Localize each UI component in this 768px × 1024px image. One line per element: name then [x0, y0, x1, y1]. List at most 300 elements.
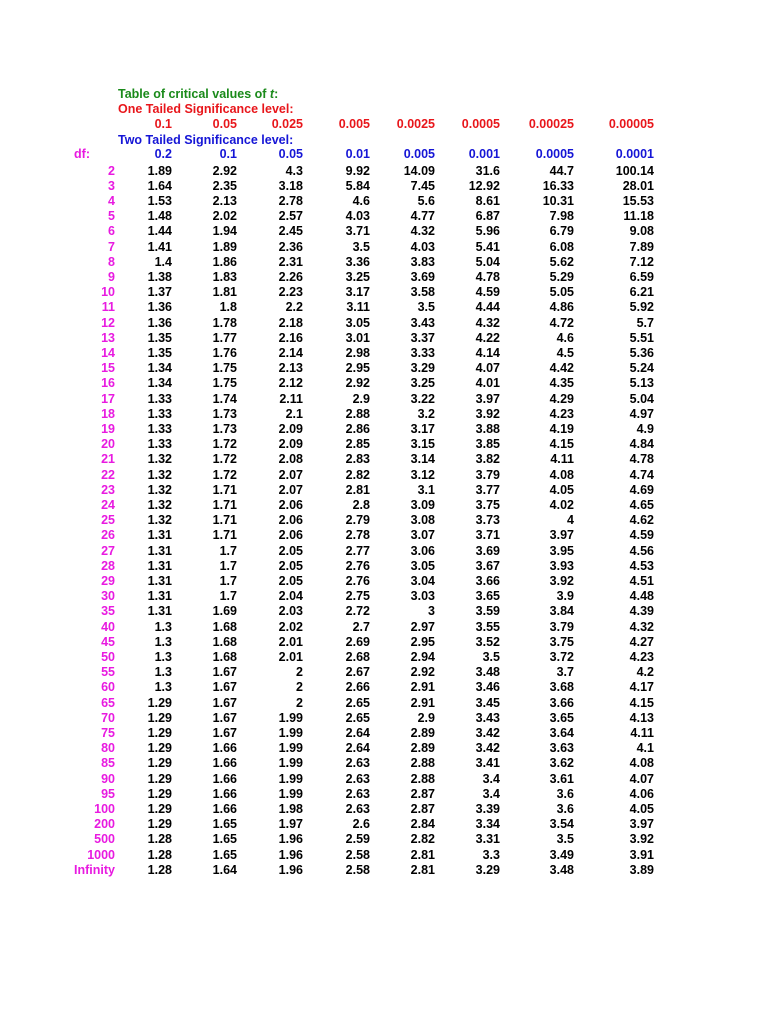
- critical-value-cell: 2.7: [352, 619, 370, 634]
- df-value: 80: [101, 741, 115, 756]
- critical-value-cell: 28.01: [622, 178, 654, 193]
- critical-value-cell: 4.35: [549, 376, 574, 391]
- critical-value-cell: 3.64: [549, 725, 574, 740]
- critical-value-cell: 1.66: [212, 786, 237, 801]
- df-value: 29: [101, 573, 115, 588]
- critical-value-cell: 3.85: [475, 437, 500, 452]
- critical-value-cell: 1.31: [147, 558, 172, 573]
- critical-value-cell: 3.43: [410, 315, 435, 330]
- critical-value-cell: 3.09: [410, 497, 435, 512]
- critical-value-cell: 1.76: [212, 345, 237, 360]
- critical-value-cell: 2.08: [278, 452, 303, 467]
- critical-value-cell: 5.7: [636, 315, 654, 330]
- critical-value-cell: 1.3: [154, 634, 172, 649]
- critical-value-cell: 2.45: [278, 224, 303, 239]
- critical-value-cell: 1.99: [278, 741, 303, 756]
- critical-value-cell: 1.74: [212, 391, 237, 406]
- critical-value-cell: 3.5: [352, 239, 370, 254]
- critical-value-cell: 5.92: [629, 300, 654, 315]
- table-row: [0, 574, 768, 589]
- critical-value-cell: 1.3: [154, 619, 172, 634]
- critical-value-cell: 4.1: [636, 741, 654, 756]
- critical-value-cell: 4.17: [629, 680, 654, 695]
- critical-value-cell: 2.92: [410, 665, 435, 680]
- critical-value-cell: 3.05: [345, 315, 370, 330]
- critical-value-cell: 2.78: [345, 528, 370, 543]
- critical-value-cell: 2.87: [410, 786, 435, 801]
- critical-value-cell: 1.41: [147, 239, 172, 254]
- two-tailed-level: 0.05: [278, 147, 303, 161]
- critical-value-cell: 3.75: [475, 497, 500, 512]
- one-tailed-levels-row: [0, 117, 768, 132]
- critical-value-cell: 6.87: [475, 209, 500, 224]
- critical-value-cell: 3.49: [549, 847, 574, 862]
- critical-value-cell: 1.8: [219, 300, 237, 315]
- df-value: 24: [101, 497, 115, 512]
- table-row: [0, 376, 768, 391]
- critical-value-cell: 1.89: [212, 239, 237, 254]
- critical-value-cell: 1.29: [147, 786, 172, 801]
- df-value: 13: [101, 330, 115, 345]
- critical-value-cell: 2.76: [345, 558, 370, 573]
- critical-value-cell: 2.72: [345, 604, 370, 619]
- critical-value-cell: 3.07: [410, 528, 435, 543]
- critical-value-cell: 2.65: [345, 695, 370, 710]
- critical-value-cell: 4.2: [636, 665, 654, 680]
- critical-value-cell: 1.3: [154, 649, 172, 664]
- critical-value-cell: 2.07: [278, 467, 303, 482]
- critical-value-cell: 5.36: [629, 345, 654, 360]
- critical-value-cell: 6.08: [549, 239, 574, 254]
- critical-value-cell: 2.69: [345, 634, 370, 649]
- df-value: 40: [101, 619, 115, 634]
- critical-value-cell: 3.46: [475, 680, 500, 695]
- critical-value-cell: 3.01: [345, 330, 370, 345]
- critical-value-cell: 2.13: [212, 193, 237, 208]
- table-row: [0, 544, 768, 559]
- table-row: [0, 802, 768, 817]
- critical-value-cell: 1.28: [147, 862, 172, 877]
- df-value: 95: [101, 786, 115, 801]
- critical-value-cell: 1.67: [212, 665, 237, 680]
- critical-value-cell: 3.18: [278, 178, 303, 193]
- critical-value-cell: 3.92: [549, 573, 574, 588]
- df-value: 1000: [87, 847, 115, 862]
- critical-value-cell: 2.65: [345, 710, 370, 725]
- table-row: [0, 513, 768, 528]
- critical-value-cell: 1.65: [212, 847, 237, 862]
- critical-value-cell: 1.66: [212, 756, 237, 771]
- df-value: 10: [101, 285, 115, 300]
- critical-value-cell: 3.25: [345, 269, 370, 284]
- critical-value-cell: 1.65: [212, 832, 237, 847]
- critical-value-cell: 2.06: [278, 497, 303, 512]
- critical-value-cell: 6.59: [629, 269, 654, 284]
- critical-value-cell: 1.36: [147, 300, 172, 315]
- critical-value-cell: 1.65: [212, 817, 237, 832]
- table-row: [0, 696, 768, 711]
- critical-value-cell: 3.72: [549, 649, 574, 664]
- critical-value-cell: 3.79: [549, 619, 574, 634]
- table-row: [0, 270, 768, 285]
- table-row: [0, 361, 768, 376]
- critical-value-cell: 1.72: [212, 452, 237, 467]
- critical-value-cell: 2: [296, 665, 303, 680]
- critical-value-cell: 3.71: [345, 224, 370, 239]
- critical-value-cell: 16.33: [542, 178, 574, 193]
- df-value: 60: [101, 680, 115, 695]
- critical-value-cell: 3.42: [475, 741, 500, 756]
- critical-value-cell: 1.68: [212, 634, 237, 649]
- critical-value-cell: 3.25: [410, 376, 435, 391]
- critical-value-cell: 4.06: [629, 786, 654, 801]
- critical-value-cell: 2.01: [278, 634, 303, 649]
- critical-value-cell: 3.73: [475, 513, 500, 528]
- df-value: 9: [108, 269, 115, 284]
- table-row: [0, 407, 768, 422]
- critical-value-cell: 1.29: [147, 756, 172, 771]
- df-value: 55: [101, 665, 115, 680]
- critical-value-cell: 3.43: [475, 710, 500, 725]
- table-row: [0, 316, 768, 331]
- critical-value-cell: 3.55: [475, 619, 500, 634]
- critical-value-cell: 1.71: [212, 528, 237, 543]
- critical-value-cell: 1.32: [147, 467, 172, 482]
- df-value: 8: [108, 254, 115, 269]
- critical-value-cell: 4.69: [629, 482, 654, 497]
- critical-value-cell: 1.73: [212, 406, 237, 421]
- critical-value-cell: 15.53: [622, 193, 654, 208]
- table-row: [0, 772, 768, 787]
- critical-value-cell: 2.76: [345, 573, 370, 588]
- table-row: [0, 498, 768, 513]
- critical-value-cell: 4.9: [636, 421, 654, 436]
- critical-value-cell: 4.02: [549, 497, 574, 512]
- table-row: [0, 346, 768, 361]
- critical-value-cell: 3.08: [410, 513, 435, 528]
- critical-value-cell: 1.64: [212, 862, 237, 877]
- critical-value-cell: 4.07: [475, 361, 500, 376]
- table-row: [0, 164, 768, 179]
- critical-value-cell: 1.44: [147, 224, 172, 239]
- critical-value-cell: 4.23: [549, 406, 574, 421]
- critical-value-cell: 1.67: [212, 680, 237, 695]
- critical-value-cell: 1.99: [278, 725, 303, 740]
- critical-value-cell: 2.87: [410, 801, 435, 816]
- critical-value-cell: 1.29: [147, 771, 172, 786]
- critical-value-cell: 14.09: [403, 163, 435, 178]
- critical-value-cell: 1.3: [154, 680, 172, 695]
- critical-value-cell: 4.05: [549, 482, 574, 497]
- critical-value-cell: 3.17: [345, 285, 370, 300]
- critical-value-cell: 3.68: [549, 680, 574, 695]
- df-value: 500: [94, 832, 115, 847]
- critical-value-cell: 3.9: [556, 589, 574, 604]
- critical-value-cell: 1.86: [212, 254, 237, 269]
- df-value: 21: [101, 452, 115, 467]
- df-value: 5: [108, 209, 115, 224]
- critical-value-cell: 3.33: [410, 345, 435, 360]
- table-row: [0, 194, 768, 209]
- critical-value-cell: 1.7: [219, 573, 237, 588]
- critical-value-cell: 3: [428, 604, 435, 619]
- critical-value-cell: 1.64: [147, 178, 172, 193]
- critical-value-cell: 3.97: [629, 817, 654, 832]
- critical-value-cell: 1.33: [147, 437, 172, 452]
- critical-value-cell: 100.14: [615, 163, 654, 178]
- table-row: [0, 452, 768, 467]
- table-row: [0, 437, 768, 452]
- critical-value-cell: 3.69: [475, 543, 500, 558]
- df-value: 35: [101, 604, 115, 619]
- critical-value-cell: 4.05: [629, 801, 654, 816]
- critical-value-cell: 3.05: [410, 558, 435, 573]
- two-tailed-level: 0.005: [403, 147, 435, 161]
- two-tailed-levels-row: [0, 147, 768, 162]
- critical-value-cell: 3.15: [410, 437, 435, 452]
- df-value: 14: [101, 345, 115, 360]
- critical-value-cell: 3.58: [410, 285, 435, 300]
- critical-value-cell: 2.59: [345, 832, 370, 847]
- critical-value-cell: 4.32: [410, 224, 435, 239]
- critical-value-cell: 1.29: [147, 801, 172, 816]
- critical-value-cell: 1.34: [147, 376, 172, 391]
- critical-value-cell: 4.3: [285, 163, 303, 178]
- critical-value-cell: 2.06: [278, 513, 303, 528]
- critical-value-cell: 1.31: [147, 589, 172, 604]
- critical-value-cell: 2.14: [278, 345, 303, 360]
- critical-value-cell: 3.3: [482, 847, 500, 862]
- critical-value-cell: 3.75: [549, 634, 574, 649]
- critical-value-cell: 3.88: [475, 421, 500, 436]
- critical-value-cell: 2.94: [410, 649, 435, 664]
- critical-value-cell: 3.93: [549, 558, 574, 573]
- df-value: 45: [101, 634, 115, 649]
- critical-value-cell: 2.05: [278, 558, 303, 573]
- table-row: [0, 635, 768, 650]
- critical-value-cell: 1.99: [278, 771, 303, 786]
- table-row: [0, 848, 768, 863]
- two-tailed-level: 0.0005: [535, 147, 574, 161]
- critical-value-cell: 5.51: [629, 330, 654, 345]
- df-value: 23: [101, 482, 115, 497]
- critical-value-cell: 3.62: [549, 756, 574, 771]
- critical-value-cell: 9.92: [345, 163, 370, 178]
- critical-value-cell: 2.02: [278, 619, 303, 634]
- critical-value-cell: 4.6: [352, 193, 370, 208]
- critical-value-cell: 3.29: [475, 862, 500, 877]
- critical-value-cell: 3.95: [549, 543, 574, 558]
- critical-value-cell: 4.56: [629, 543, 654, 558]
- critical-value-cell: 3.4: [482, 786, 500, 801]
- df-value: 65: [101, 695, 115, 710]
- critical-value-cell: 2.98: [345, 345, 370, 360]
- critical-value-cell: 4.65: [629, 497, 654, 512]
- df-value: 11: [101, 300, 115, 315]
- critical-value-cell: 3.17: [410, 421, 435, 436]
- critical-value-cell: 4.13: [629, 710, 654, 725]
- critical-value-cell: 4.15: [629, 695, 654, 710]
- one-tailed-level: 0.025: [271, 117, 303, 131]
- df-value: 70: [101, 710, 115, 725]
- critical-value-cell: 1.4: [154, 254, 172, 269]
- critical-value-cell: 12.92: [468, 178, 500, 193]
- df-value: 12: [101, 315, 115, 330]
- critical-value-cell: 2.12: [278, 376, 303, 391]
- critical-value-cell: 3.89: [629, 862, 654, 877]
- critical-value-cell: 2.91: [410, 695, 435, 710]
- critical-value-cell: 1.78: [212, 315, 237, 330]
- table-row: [0, 224, 768, 239]
- critical-value-cell: 3.42: [475, 725, 500, 740]
- critical-value-cell: 2.81: [410, 847, 435, 862]
- critical-value-cell: 31.6: [475, 163, 500, 178]
- critical-value-cell: 4.11: [630, 725, 654, 740]
- critical-value-cell: 1.72: [212, 437, 237, 452]
- critical-value-cell: 1.71: [212, 513, 237, 528]
- critical-value-cell: 4.42: [549, 361, 574, 376]
- table-row: [0, 483, 768, 498]
- table-row: [0, 680, 768, 695]
- critical-value-cell: 1.94: [212, 224, 237, 239]
- critical-value-cell: 1.34: [147, 361, 172, 376]
- critical-value-cell: 2.63: [345, 756, 370, 771]
- critical-value-cell: 2.82: [410, 832, 435, 847]
- critical-value-cell: 10.31: [542, 193, 574, 208]
- critical-value-cell: 3.5: [556, 832, 574, 847]
- critical-value-cell: 5.13: [629, 376, 654, 391]
- critical-value-cell: 1.31: [147, 528, 172, 543]
- df-value: 19: [101, 421, 115, 436]
- critical-value-cell: 3.6: [556, 801, 574, 816]
- critical-value-cell: 3.2: [417, 406, 435, 421]
- critical-value-cell: 2.13: [278, 361, 303, 376]
- critical-value-cell: 5.84: [345, 178, 370, 193]
- critical-value-cell: 1.71: [212, 497, 237, 512]
- critical-value-cell: 1.7: [219, 589, 237, 604]
- critical-value-cell: 4.84: [629, 437, 654, 452]
- critical-value-cell: 1.28: [147, 847, 172, 862]
- critical-value-cell: 3.63: [549, 741, 574, 756]
- critical-value-cell: 4.14: [475, 345, 500, 360]
- critical-value-cell: 2.83: [345, 452, 370, 467]
- critical-value-cell: 1.67: [212, 725, 237, 740]
- critical-value-cell: 2.23: [278, 285, 303, 300]
- critical-value-cell: 4.03: [410, 239, 435, 254]
- critical-value-cell: 2.35: [212, 178, 237, 193]
- critical-value-cell: 4.78: [629, 452, 654, 467]
- table-row: [0, 756, 768, 771]
- critical-value-cell: 4.77: [410, 209, 435, 224]
- critical-value-cell: 1.96: [278, 862, 303, 877]
- df-value: 15: [101, 361, 115, 376]
- critical-value-cell: 3.91: [629, 847, 654, 862]
- one-tailed-level: 0.05: [212, 117, 237, 131]
- one-tailed-level: 0.00025: [528, 117, 574, 131]
- critical-value-cell: 3.84: [549, 604, 574, 619]
- critical-value-cell: 2.31: [278, 254, 303, 269]
- df-value: 2: [108, 163, 115, 178]
- critical-value-cell: 1.66: [212, 771, 237, 786]
- critical-value-cell: 9.08: [629, 224, 654, 239]
- critical-value-cell: 2.01: [278, 649, 303, 664]
- critical-value-cell: 1.33: [147, 406, 172, 421]
- critical-value-cell: 3.83: [410, 254, 435, 269]
- critical-value-cell: 5.62: [549, 254, 574, 269]
- critical-value-cell: 4.15: [549, 437, 574, 452]
- critical-value-cell: 1.67: [212, 695, 237, 710]
- critical-value-cell: 3.37: [410, 330, 435, 345]
- critical-value-cell: 4.59: [629, 528, 654, 543]
- critical-value-cell: 1.36: [147, 315, 172, 330]
- critical-value-cell: 1.29: [147, 710, 172, 725]
- table-row: [0, 589, 768, 604]
- critical-value-cell: 2.68: [345, 649, 370, 664]
- critical-value-cell: 4.51: [629, 573, 654, 588]
- critical-value-cell: 3.12: [410, 467, 435, 482]
- critical-value-cell: 8.61: [475, 193, 500, 208]
- critical-value-cell: 3.82: [475, 452, 500, 467]
- df-value: 4: [108, 193, 115, 208]
- table-row: [0, 665, 768, 680]
- critical-value-cell: 4.44: [475, 300, 500, 315]
- critical-value-cell: 1.99: [278, 756, 303, 771]
- critical-value-cell: 1.69: [212, 604, 237, 619]
- critical-value-cell: 2.63: [345, 786, 370, 801]
- critical-value-cell: 1.72: [212, 467, 237, 482]
- critical-value-cell: 2.85: [345, 437, 370, 452]
- critical-value-cell: 3.54: [549, 817, 574, 832]
- critical-value-cell: 1.31: [147, 543, 172, 558]
- critical-value-cell: 1.99: [278, 710, 303, 725]
- critical-value-cell: 1.35: [147, 345, 172, 360]
- critical-value-cell: 2.88: [410, 771, 435, 786]
- critical-value-cell: 4.72: [549, 315, 574, 330]
- critical-value-cell: 2.89: [410, 725, 435, 740]
- df-value: 17: [101, 391, 115, 406]
- table-row: [0, 604, 768, 619]
- critical-value-cell: 2.64: [345, 725, 370, 740]
- critical-value-cell: 2.95: [410, 634, 435, 649]
- critical-value-cell: 3.52: [475, 634, 500, 649]
- critical-value-cell: 11.18: [623, 209, 654, 224]
- one-tailed-level: 0.00005: [608, 117, 654, 131]
- one-tailed-level: 0.1: [154, 117, 172, 131]
- table-row: [0, 832, 768, 847]
- critical-value-cell: 7.89: [629, 239, 654, 254]
- table-row: [0, 528, 768, 543]
- critical-value-cell: 2.09: [278, 437, 303, 452]
- critical-value-cell: 2.18: [278, 315, 303, 330]
- critical-value-cell: 2.11: [279, 391, 303, 406]
- critical-value-cell: 2.63: [345, 771, 370, 786]
- critical-value-cell: 2.04: [278, 589, 303, 604]
- one-tailed-label: One Tailed Significance level:: [118, 102, 294, 116]
- critical-value-cell: 4.03: [345, 209, 370, 224]
- critical-value-cell: 4.74: [629, 467, 654, 482]
- critical-value-cell: 5.96: [475, 224, 500, 239]
- critical-value-cell: 2.77: [345, 543, 370, 558]
- critical-value-cell: 2.09: [278, 421, 303, 436]
- critical-value-cell: 1.31: [147, 604, 172, 619]
- critical-value-cell: 1.3: [154, 665, 172, 680]
- critical-value-cell: 3.1: [417, 482, 435, 497]
- two-tailed-level: 0.0001: [615, 147, 654, 161]
- critical-value-cell: 2.63: [345, 801, 370, 816]
- table-row: [0, 240, 768, 255]
- two-tailed-level: 0.01: [345, 147, 370, 161]
- critical-value-cell: 1.32: [147, 452, 172, 467]
